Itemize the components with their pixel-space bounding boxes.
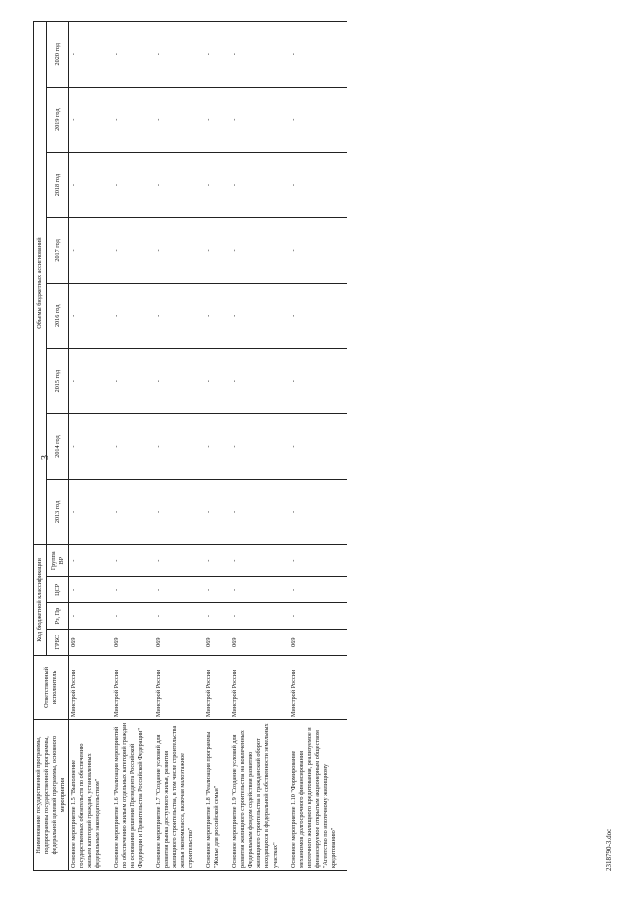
code-rzpr: - bbox=[230, 603, 280, 629]
spacer-cell bbox=[222, 152, 230, 217]
year-value: - bbox=[69, 479, 104, 544]
executor: Минстрой России bbox=[112, 655, 146, 719]
year-value: - bbox=[69, 152, 104, 217]
year-value: - bbox=[230, 218, 280, 283]
budget-table bbox=[33, 21, 347, 871]
spacer-cell bbox=[339, 479, 347, 544]
spacer-cell bbox=[222, 655, 230, 719]
spacer-cell bbox=[222, 603, 230, 629]
spacer-cell bbox=[281, 603, 289, 629]
year-value: - bbox=[112, 479, 146, 544]
spacer-cell bbox=[339, 655, 347, 719]
header-vr: Группа ВР bbox=[46, 545, 68, 577]
year-value: - bbox=[204, 283, 222, 348]
header-year: 2014 год bbox=[46, 414, 68, 479]
year-value: - bbox=[204, 349, 222, 414]
spacer-cell bbox=[196, 349, 204, 414]
year-value: - bbox=[112, 414, 146, 479]
row-spacer bbox=[339, 22, 347, 871]
spacer-cell bbox=[339, 414, 347, 479]
spacer-cell bbox=[281, 22, 289, 88]
header-year: 2017 год bbox=[46, 218, 68, 283]
row-spacer bbox=[196, 22, 204, 871]
spacer-cell bbox=[104, 283, 112, 348]
year-value: - bbox=[112, 22, 146, 88]
spacer-cell bbox=[104, 655, 112, 719]
spacer-cell bbox=[146, 629, 154, 655]
spacer-cell bbox=[146, 545, 154, 577]
activity-name: Основное мероприятие 1.7 "Создание условий для развития рынка доступного жилья, развития жилищного строительства, в том числе строительства жилья экономкласса, включая малоэтажное строительство" bbox=[154, 720, 196, 871]
row-spacer bbox=[281, 22, 289, 871]
spacer-cell bbox=[222, 545, 230, 577]
year-value: - bbox=[69, 22, 104, 88]
spacer-cell bbox=[104, 629, 112, 655]
year-value: - bbox=[69, 218, 104, 283]
activity-name: Основное мероприятие 1.5 "Выполнение государственных обязательств по обеспечению жильем категорий граждан, установленных федеральным законодательством" bbox=[69, 720, 104, 871]
spacer-cell bbox=[339, 87, 347, 152]
spacer-cell bbox=[196, 22, 204, 88]
code-grbs: 069 bbox=[112, 629, 146, 655]
spacer-cell bbox=[196, 720, 204, 871]
year-value: - bbox=[112, 152, 146, 217]
year-value: - bbox=[112, 218, 146, 283]
header-year: 2015 год bbox=[46, 349, 68, 414]
year-value: - bbox=[289, 22, 339, 88]
activity-name: Основное мероприятие 1.10 "Формирование механизмов долгосрочного финансирования ипотечного жилищного кредитования, реализуемое и финансируемое открытым акционерным обществом "Агентство по ипотечному жилищному кредитованию" bbox=[289, 720, 339, 871]
code-rzpr: - bbox=[69, 603, 104, 629]
spacer-cell bbox=[196, 152, 204, 217]
year-value: - bbox=[154, 479, 196, 544]
code-grbs: 069 bbox=[204, 629, 222, 655]
page-number: 3 bbox=[40, 455, 51, 460]
spacer-cell bbox=[196, 414, 204, 479]
spacer-cell bbox=[104, 479, 112, 544]
spacer-cell bbox=[222, 629, 230, 655]
activity-name: Основное мероприятие 1.6 "Реализация мероприятий по обеспечению жильем отдельных категорий граждан на основании решения Президента Российской Федерации и Правительства Российской Федерации" bbox=[112, 720, 146, 871]
spacer-cell bbox=[196, 577, 204, 603]
table-row bbox=[230, 22, 280, 871]
spacer-cell bbox=[281, 283, 289, 348]
spacer-cell bbox=[281, 349, 289, 414]
spacer-cell bbox=[196, 603, 204, 629]
spacer-cell bbox=[196, 545, 204, 577]
year-value: - bbox=[230, 152, 280, 217]
header-year: 2019 год bbox=[46, 87, 68, 152]
spacer-cell bbox=[222, 283, 230, 348]
spacer-cell bbox=[146, 218, 154, 283]
activity-name: Основное мероприятие 1.8 "Реализация программы "Жилье для российской семьи" bbox=[204, 720, 222, 871]
executor: Минстрой России bbox=[154, 655, 196, 719]
code-grbs: 069 bbox=[69, 629, 104, 655]
year-value: - bbox=[112, 283, 146, 348]
spacer-cell bbox=[196, 218, 204, 283]
code-rzpr: - bbox=[289, 603, 339, 629]
spacer-cell bbox=[281, 545, 289, 577]
executor: Минстрой России bbox=[69, 655, 104, 719]
year-value: - bbox=[204, 479, 222, 544]
header-codes-group: Код бюджетной классификации bbox=[34, 545, 47, 656]
spacer-cell bbox=[104, 349, 112, 414]
spacer-cell bbox=[104, 414, 112, 479]
spacer-cell bbox=[146, 22, 154, 88]
year-value: - bbox=[289, 349, 339, 414]
year-value: - bbox=[204, 152, 222, 217]
code-vr: - bbox=[230, 545, 280, 577]
spacer-cell bbox=[146, 414, 154, 479]
code-grbs: 069 bbox=[154, 629, 196, 655]
spacer-cell bbox=[222, 577, 230, 603]
code-rzpr: - bbox=[204, 603, 222, 629]
table-row bbox=[69, 22, 104, 871]
executor: Минстрой России bbox=[230, 655, 280, 719]
spacer-cell bbox=[196, 479, 204, 544]
year-value: - bbox=[154, 218, 196, 283]
spacer-cell bbox=[281, 629, 289, 655]
spacer-cell bbox=[196, 655, 204, 719]
spacer-cell bbox=[196, 87, 204, 152]
spacer-cell bbox=[104, 218, 112, 283]
spacer-cell bbox=[281, 218, 289, 283]
table-row bbox=[154, 22, 196, 871]
spacer-cell bbox=[222, 218, 230, 283]
executor: Минстрой России bbox=[204, 655, 222, 719]
year-value: - bbox=[154, 414, 196, 479]
spacer-cell bbox=[104, 603, 112, 629]
header-volumes-group: Объемы бюджетных ассигнований bbox=[34, 22, 47, 545]
table-body bbox=[69, 22, 347, 871]
executor: Минстрой России bbox=[289, 655, 339, 719]
spacer-cell bbox=[281, 655, 289, 719]
year-value: - bbox=[69, 414, 104, 479]
spacer-cell bbox=[146, 603, 154, 629]
spacer-cell bbox=[196, 629, 204, 655]
header-year: 2016 год bbox=[46, 283, 68, 348]
year-value: - bbox=[230, 283, 280, 348]
code-grbs: 069 bbox=[289, 629, 339, 655]
spacer-cell bbox=[281, 87, 289, 152]
year-value: - bbox=[230, 87, 280, 152]
year-value: - bbox=[289, 152, 339, 217]
year-value: - bbox=[154, 22, 196, 88]
spacer-cell bbox=[222, 87, 230, 152]
spacer-cell bbox=[146, 655, 154, 719]
spacer-cell bbox=[222, 479, 230, 544]
spacer-cell bbox=[104, 720, 112, 871]
spacer-cell bbox=[339, 603, 347, 629]
table-row bbox=[289, 22, 339, 871]
spacer-cell bbox=[281, 720, 289, 871]
code-vr: - bbox=[204, 545, 222, 577]
code-rzpr: - bbox=[112, 603, 146, 629]
year-value: - bbox=[69, 87, 104, 152]
header-name: Наименование государственной программы, подпрограммы государственной программы, федеральной целевой программы, основного мероприятия bbox=[34, 720, 69, 871]
spacer-cell bbox=[146, 283, 154, 348]
spacer-cell bbox=[339, 577, 347, 603]
spacer-cell bbox=[281, 414, 289, 479]
row-spacer bbox=[146, 22, 154, 871]
year-value: - bbox=[154, 349, 196, 414]
spacer-cell bbox=[339, 218, 347, 283]
spacer-cell bbox=[339, 22, 347, 88]
spacer-cell bbox=[339, 720, 347, 871]
year-value: - bbox=[69, 349, 104, 414]
spacer-cell bbox=[146, 577, 154, 603]
spacer-cell bbox=[104, 22, 112, 88]
header-csr: ЦСР bbox=[46, 577, 68, 603]
spacer-cell bbox=[339, 283, 347, 348]
spacer-cell bbox=[104, 577, 112, 603]
spacer-cell bbox=[281, 152, 289, 217]
spacer-cell bbox=[281, 577, 289, 603]
code-rzpr: - bbox=[154, 603, 196, 629]
spacer-cell bbox=[104, 545, 112, 577]
year-value: - bbox=[289, 218, 339, 283]
spacer-cell bbox=[196, 283, 204, 348]
header-grbs: ГРБС bbox=[46, 629, 68, 655]
header-rzpr: Рз, Пр bbox=[46, 603, 68, 629]
year-value: - bbox=[204, 414, 222, 479]
year-value: - bbox=[204, 87, 222, 152]
code-vr: - bbox=[69, 545, 104, 577]
year-value: - bbox=[204, 22, 222, 88]
header-year: 2020 год bbox=[46, 22, 68, 88]
spacer-cell bbox=[146, 720, 154, 871]
spacer-cell bbox=[339, 629, 347, 655]
year-value: - bbox=[289, 283, 339, 348]
year-value: - bbox=[230, 349, 280, 414]
row-spacer bbox=[222, 22, 230, 871]
code-csr: - bbox=[112, 577, 146, 603]
header-year: 2018 год bbox=[46, 152, 68, 217]
code-csr: - bbox=[289, 577, 339, 603]
year-value: - bbox=[154, 283, 196, 348]
year-value: - bbox=[69, 283, 104, 348]
year-value: - bbox=[289, 87, 339, 152]
spacer-cell bbox=[222, 349, 230, 414]
header-year: 2013 год bbox=[46, 479, 68, 544]
row-spacer bbox=[104, 22, 112, 871]
spacer-cell bbox=[222, 22, 230, 88]
spacer-cell bbox=[222, 414, 230, 479]
spacer-cell bbox=[104, 152, 112, 217]
year-value: - bbox=[230, 22, 280, 88]
year-value: - bbox=[154, 87, 196, 152]
code-csr: - bbox=[69, 577, 104, 603]
spacer-cell bbox=[339, 349, 347, 414]
code-csr: - bbox=[154, 577, 196, 603]
spacer-cell bbox=[281, 479, 289, 544]
activity-name: Основное мероприятие 1.9 "Создание условий для развития жилищного строительства на вовлеченных Федеральным фондом содействия развитию жилищного строительства в гражданский оборот находящихся в федеральной собственности земельных участках" bbox=[230, 720, 280, 871]
year-value: - bbox=[289, 479, 339, 544]
footer-doc-id: 2318790-3.doc bbox=[605, 828, 613, 871]
spacer-cell bbox=[146, 349, 154, 414]
year-value: - bbox=[112, 349, 146, 414]
spacer-cell bbox=[222, 720, 230, 871]
table-row bbox=[204, 22, 222, 871]
spacer-cell bbox=[146, 152, 154, 217]
spacer-cell bbox=[339, 152, 347, 217]
spacer-cell bbox=[146, 87, 154, 152]
year-value: - bbox=[154, 152, 196, 217]
code-vr: - bbox=[289, 545, 339, 577]
year-value: - bbox=[289, 414, 339, 479]
header-executor: Ответственный исполнитель bbox=[34, 655, 69, 719]
year-value: - bbox=[230, 479, 280, 544]
code-vr: - bbox=[154, 545, 196, 577]
code-csr: - bbox=[204, 577, 222, 603]
code-grbs: 069 bbox=[230, 629, 280, 655]
code-csr: - bbox=[230, 577, 280, 603]
table-row bbox=[112, 22, 146, 871]
code-vr: - bbox=[112, 545, 146, 577]
year-value: - bbox=[204, 218, 222, 283]
year-value: - bbox=[230, 414, 280, 479]
year-value: - bbox=[112, 87, 146, 152]
spacer-cell bbox=[104, 87, 112, 152]
spacer-cell bbox=[146, 479, 154, 544]
spacer-cell bbox=[339, 545, 347, 577]
